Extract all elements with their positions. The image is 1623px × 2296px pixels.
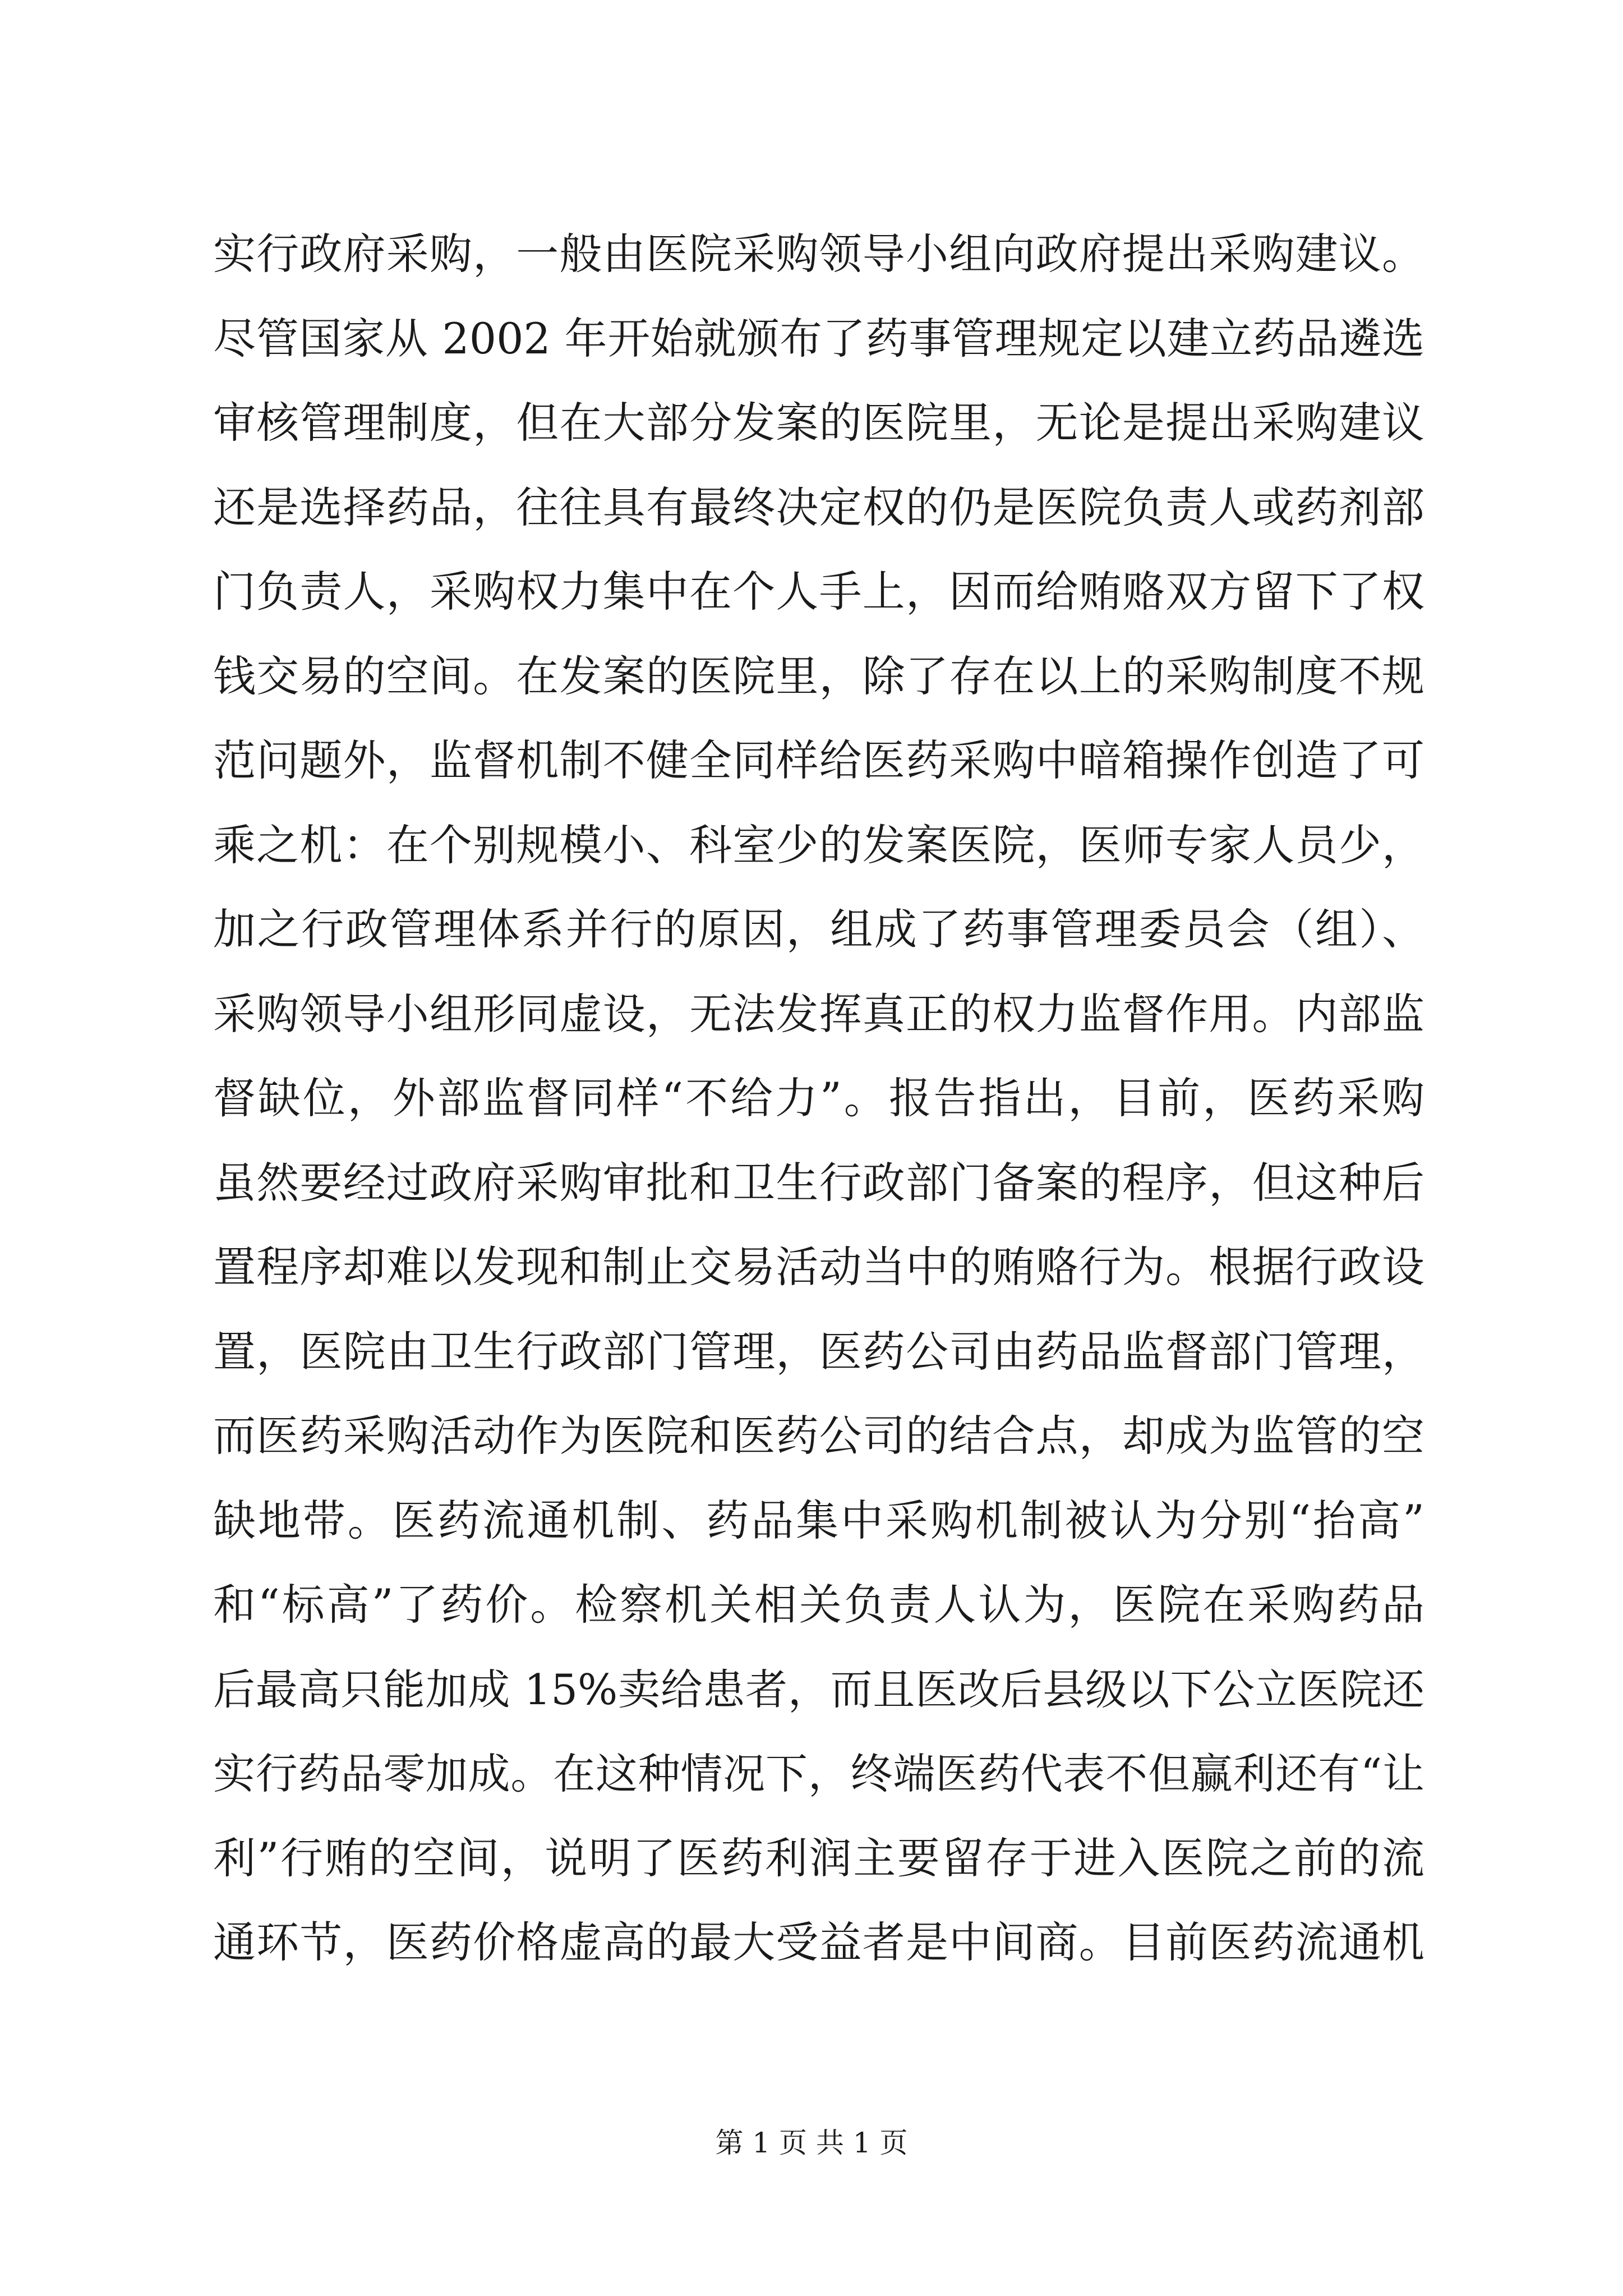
text-line-12: 虽然要经过政府采购审批和卫生行政部门备案的程序，但这种后 [213, 1157, 1424, 1208]
text-line-21: 通环节，医药价格虚高的最大受益者是中间商。目前医药流通机 [213, 1917, 1424, 1967]
text-line-15: 而医药采购活动作为医院和医药公司的结合点，却成为监管的空 [213, 1411, 1424, 1461]
text-line-14: 置，医院由卫生行政部门管理，医药公司由药品监督部门管理， [213, 1326, 1424, 1377]
text-line-16: 缺地带。医药流通机制、药品集中采购机制被认为分别“抬高” [213, 1495, 1424, 1545]
text-line-11: 督缺位，外部监督同样“不给力”。报告指出，目前，医药采购 [213, 1073, 1424, 1123]
text-line-6: 钱交易的空间。在发案的医院里，除了存在以上的采购制度不规 [213, 651, 1424, 701]
text-line-4: 还是选择药品，往往具有最终决定权的仍是医院负责人或药剂部 [213, 482, 1424, 532]
text-line-1: 实行政府采购，一般由医院采购领导小组向政府提出采购建议。 [213, 229, 1424, 279]
text-line-19: 实行药品零加成。在这种情况下，终端医药代表不但赢利还有“让 [213, 1749, 1424, 1798]
text-line-5: 门负责人，采购权力集中在个人手上，因而给贿赂双方留下了权 [213, 567, 1424, 616]
text-line-7: 范问题外，监督机制不健全同样给医药采购中暗箱操作创造了可 [213, 735, 1424, 785]
text-line-18: 后最高只能加成 15%卖给患者，而且医改后县级以下公立医院还 [213, 1664, 1424, 1714]
text-line-20: 利”行贿的空间，说明了医药利润主要留存于进入医院之前的流 [213, 1833, 1424, 1883]
text-line-10: 采购领导小组形同虚设，无法发挥真正的权力监督作用。内部监 [213, 988, 1424, 1039]
text-line-3: 审核管理制度，但在大部分发案的医院里，无论是提出采购建议 [213, 398, 1424, 448]
text-line-9: 加之行政管理体系并行的原因，组成了药事管理委员会（组）、 [213, 904, 1424, 954]
body-paragraph [213, 212, 1424, 1985]
text-line-13: 置程序却难以发现和制止交易活动当中的贿赂行为。根据行政设 [213, 1242, 1424, 1292]
text-line-8: 乘之机：在个别规模小、科室少的发案医院，医师专家人员少， [213, 820, 1424, 870]
text-line-2: 尽管国家从 2002 年开始就颁布了药事管理规定以建立药品遴选 [213, 313, 1424, 364]
page-footer: 第 1 页 共 1 页 [715, 2127, 908, 2159]
text-line-17: 和“标高”了药价。检察机关相关负责人认为，医院在采购药品 [213, 1580, 1424, 1630]
